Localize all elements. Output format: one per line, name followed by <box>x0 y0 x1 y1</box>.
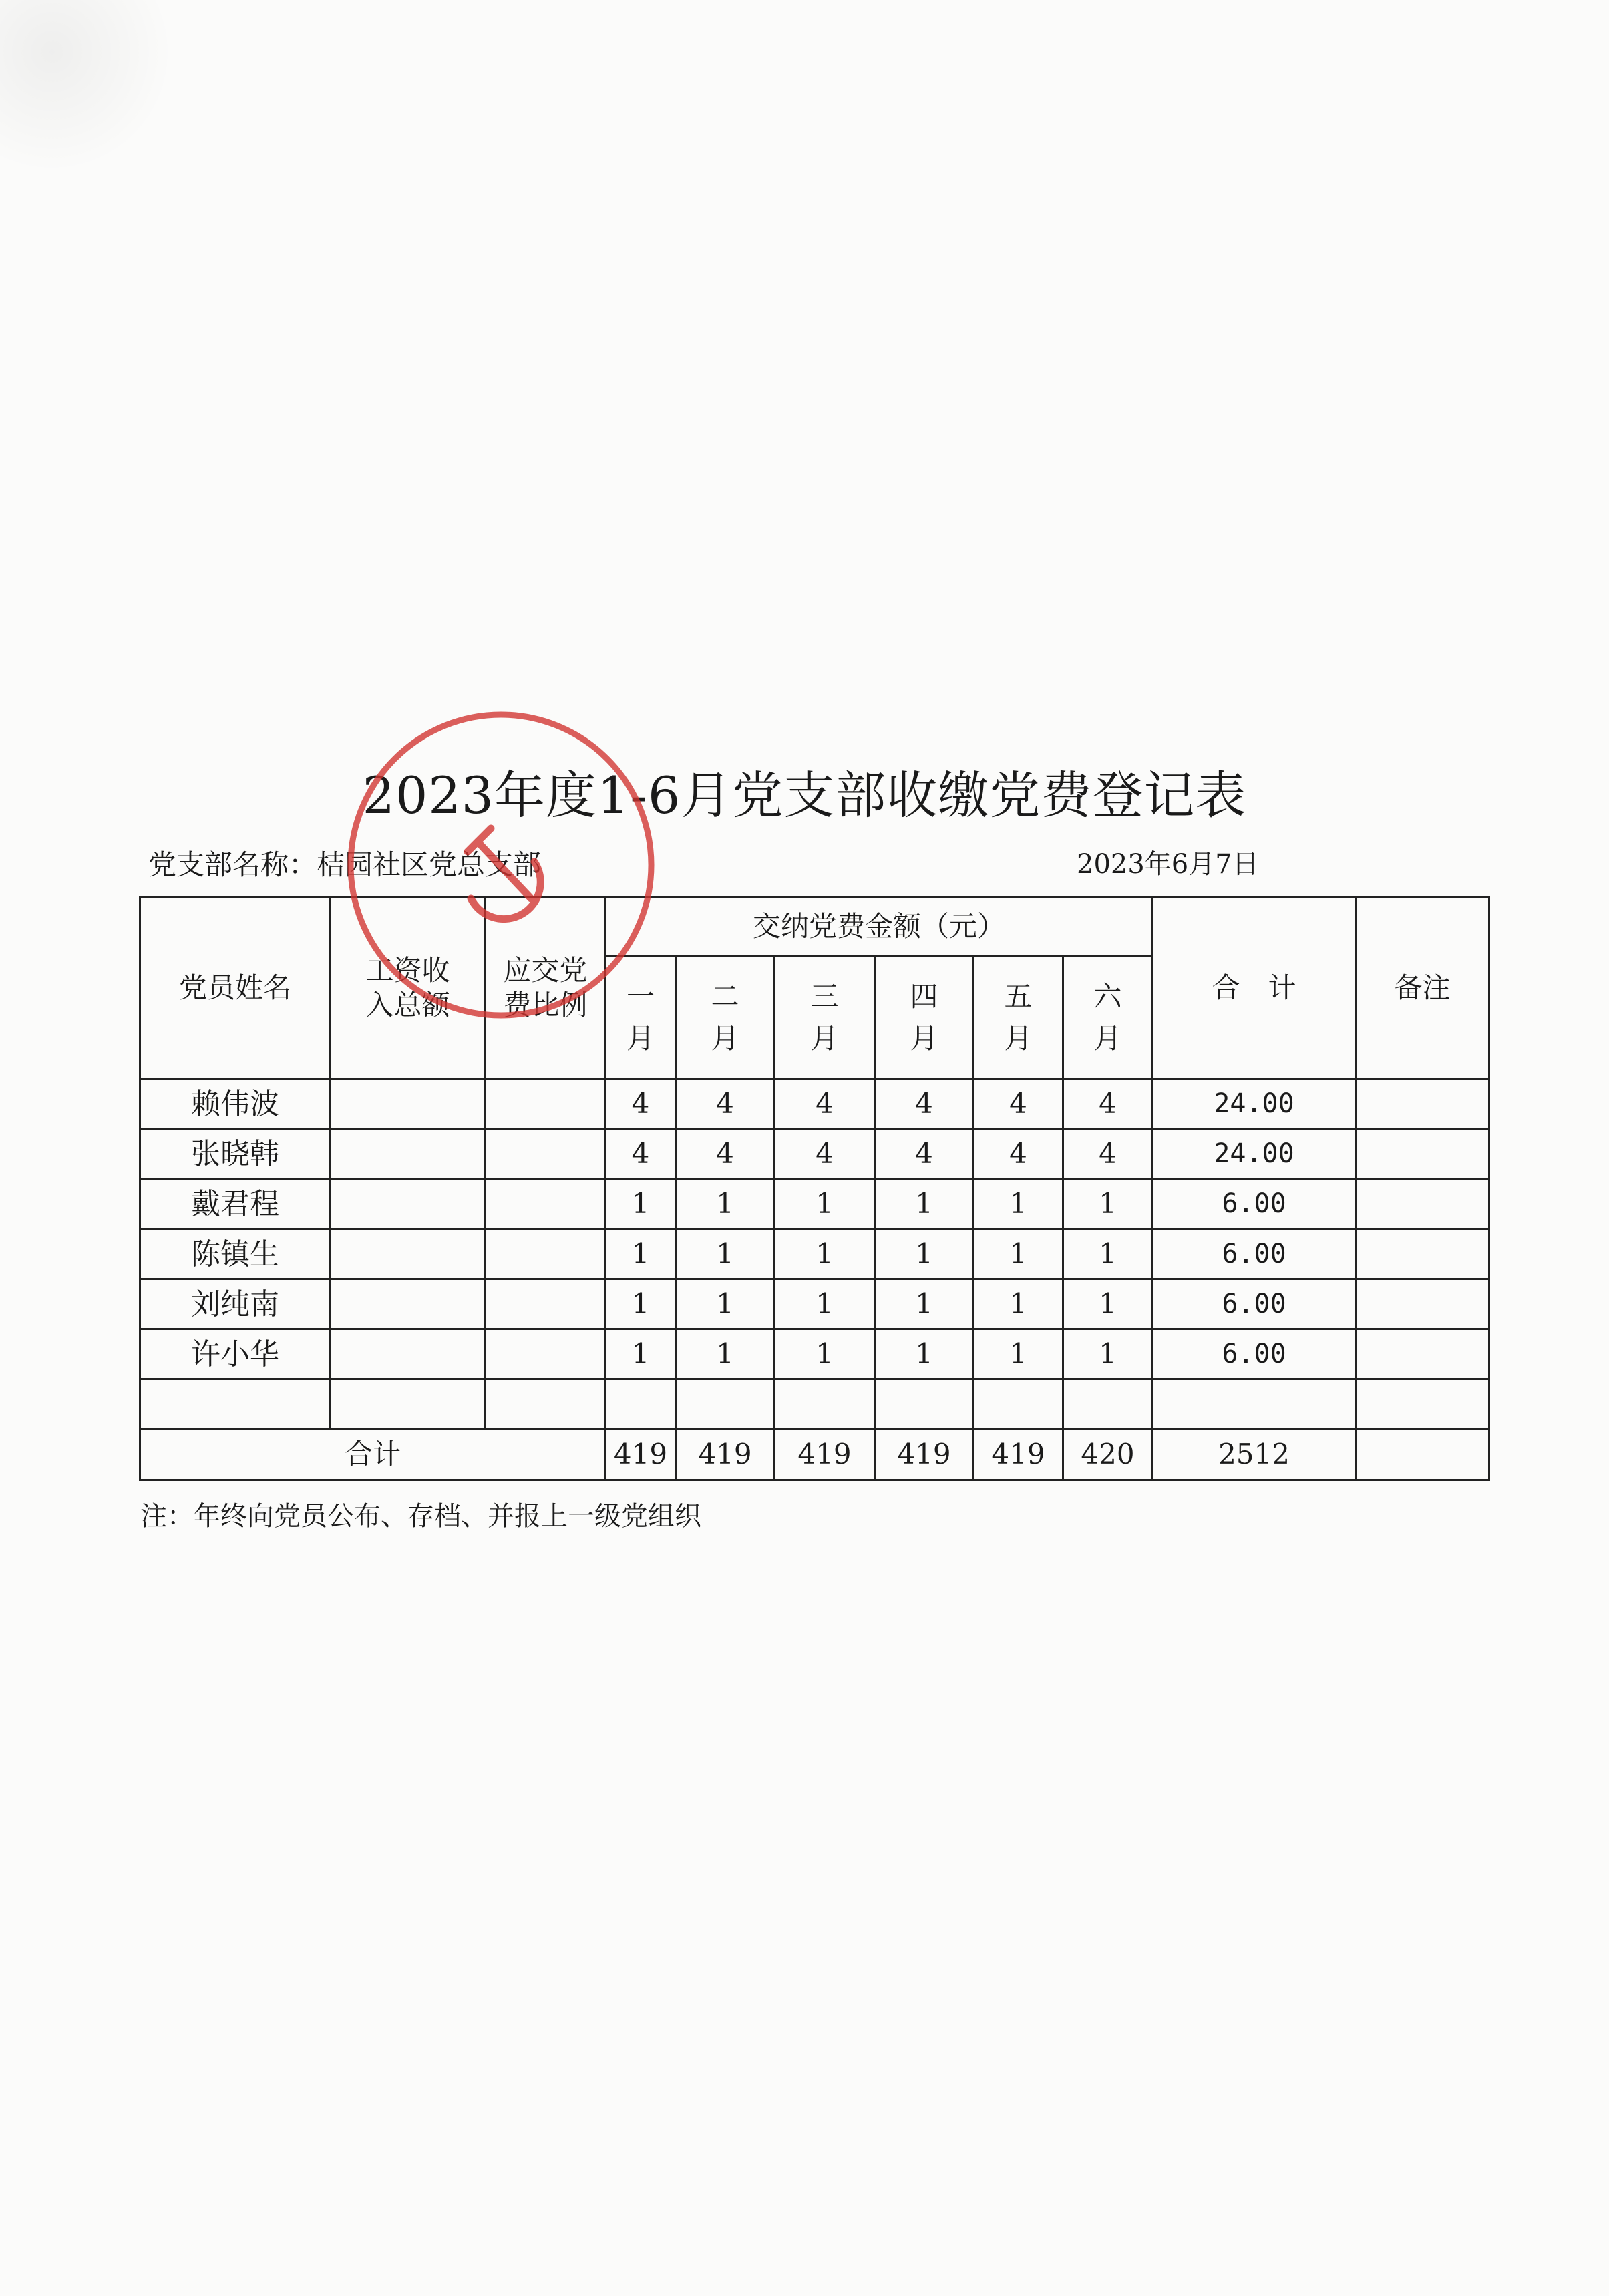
table-row-empty <box>140 1379 1489 1430</box>
income-cell <box>331 1379 486 1430</box>
table-row <box>140 1179 1489 1229</box>
document-date: 2023年6月7日 <box>1077 849 1259 880</box>
month-3-cell: 1 <box>775 1279 875 1329</box>
header-total: 合 计 <box>1153 898 1356 1079</box>
month-2-cell <box>676 1379 775 1430</box>
month-3-cell: 4 <box>775 1079 875 1129</box>
table-row <box>140 1229 1489 1279</box>
month-1-cell <box>606 1379 676 1430</box>
sum-month-5: 419 <box>974 1430 1063 1480</box>
month-1-cell: 4 <box>606 1129 676 1179</box>
member-name: 许小华 <box>140 1329 331 1379</box>
income-cell <box>331 1329 486 1379</box>
sum-month-1: 419 <box>606 1430 676 1480</box>
month-4-cell: 1 <box>875 1329 974 1379</box>
footnote: 注：年终向党员公布、存档、并报上一级党组织 <box>140 1501 701 1532</box>
income-cell <box>331 1229 486 1279</box>
ratio-cell <box>486 1179 606 1229</box>
table-row <box>140 1329 1489 1379</box>
member-name <box>140 1379 331 1430</box>
sum-total: 2512 <box>1153 1430 1356 1480</box>
ratio-cell <box>486 1229 606 1279</box>
member-name: 戴君程 <box>140 1179 331 1229</box>
document-title: 2023年度1-6月党支部收缴党费登记表 <box>362 766 1247 825</box>
header-name: 党员姓名 <box>140 898 331 1079</box>
sum-remark <box>1356 1430 1489 1480</box>
month-2-cell: 4 <box>676 1129 775 1179</box>
month-1-cell: 1 <box>606 1279 676 1329</box>
header-month-1: 一月 <box>606 957 676 1079</box>
header-month-2: 二月 <box>676 957 775 1079</box>
month-4-cell <box>875 1379 974 1430</box>
table-row <box>140 1279 1489 1329</box>
row-total-cell: 6.00 <box>1153 1229 1356 1279</box>
row-total-cell <box>1153 1379 1356 1430</box>
month-1-cell: 1 <box>606 1179 676 1229</box>
month-5-cell: 1 <box>974 1179 1063 1229</box>
month-2-cell: 1 <box>676 1179 775 1229</box>
month-1-cell: 1 <box>606 1229 676 1279</box>
sum-label: 合计 <box>140 1430 606 1480</box>
month-1-cell: 1 <box>606 1329 676 1379</box>
header-row-1 <box>140 898 1489 957</box>
month-6-cell <box>1063 1379 1153 1430</box>
header-month-3: 三月 <box>775 957 875 1079</box>
month-3-cell <box>775 1379 875 1430</box>
header-amount-group: 交纳党费金额（元） <box>606 898 1153 957</box>
sum-month-3: 419 <box>775 1430 875 1480</box>
month-2-cell: 1 <box>676 1329 775 1379</box>
income-cell <box>331 1129 486 1179</box>
month-3-cell: 1 <box>775 1229 875 1279</box>
ratio-cell <box>486 1279 606 1329</box>
month-5-cell: 4 <box>974 1129 1063 1179</box>
month-5-cell: 4 <box>974 1079 1063 1129</box>
month-4-cell: 4 <box>875 1079 974 1129</box>
month-3-cell: 1 <box>775 1329 875 1379</box>
month-3-cell: 1 <box>775 1179 875 1229</box>
month-6-cell: 4 <box>1063 1129 1153 1179</box>
row-total-cell: 6.00 <box>1153 1179 1356 1229</box>
member-name: 刘纯南 <box>140 1279 331 1329</box>
month-6-cell: 4 <box>1063 1079 1153 1129</box>
dues-table <box>139 896 1490 1481</box>
row-total-cell: 6.00 <box>1153 1279 1356 1329</box>
member-name: 陈镇生 <box>140 1229 331 1279</box>
branch-label: 党支部名称： <box>148 848 317 881</box>
header-month-6: 六月 <box>1063 957 1153 1079</box>
ratio-cell <box>486 1379 606 1430</box>
month-4-cell: 4 <box>875 1129 974 1179</box>
month-6-cell: 1 <box>1063 1279 1153 1329</box>
header-month-4: 四月 <box>875 957 974 1079</box>
header-income: 工资收入总额 <box>331 898 486 1079</box>
table-row <box>140 1129 1489 1179</box>
row-total-cell: 6.00 <box>1153 1329 1356 1379</box>
month-2-cell: 1 <box>676 1229 775 1279</box>
month-2-cell: 4 <box>676 1079 775 1129</box>
month-4-cell: 1 <box>875 1279 974 1329</box>
month-5-cell: 1 <box>974 1329 1063 1379</box>
branch-name: 桔园社区党总支部 <box>317 848 542 881</box>
month-6-cell: 1 <box>1063 1229 1153 1279</box>
remark-cell <box>1356 1179 1489 1229</box>
ratio-cell <box>486 1329 606 1379</box>
remark-cell <box>1356 1379 1489 1430</box>
month-2-cell: 1 <box>676 1279 775 1329</box>
ratio-cell <box>486 1129 606 1179</box>
row-total-cell: 24.00 <box>1153 1129 1356 1179</box>
header-remark: 备注 <box>1356 898 1489 1079</box>
month-5-cell: 1 <box>974 1279 1063 1329</box>
month-5-cell: 1 <box>974 1229 1063 1279</box>
income-cell <box>331 1079 486 1129</box>
income-cell <box>331 1179 486 1229</box>
remark-cell <box>1356 1279 1489 1329</box>
remark-cell <box>1356 1129 1489 1179</box>
member-name: 张晓韩 <box>140 1129 331 1179</box>
month-6-cell: 1 <box>1063 1179 1153 1229</box>
month-1-cell: 4 <box>606 1079 676 1129</box>
header-ratio: 应交党费比例 <box>486 898 606 1079</box>
sum-month-4: 419 <box>875 1430 974 1480</box>
table-row <box>140 1079 1489 1129</box>
month-4-cell: 1 <box>875 1179 974 1229</box>
month-3-cell: 4 <box>775 1129 875 1179</box>
sum-row <box>140 1430 1489 1480</box>
month-4-cell: 1 <box>875 1229 974 1279</box>
remark-cell <box>1356 1079 1489 1129</box>
sum-month-6: 420 <box>1063 1430 1153 1480</box>
scan-edge-shadow <box>0 0 174 174</box>
sum-month-2: 419 <box>676 1430 775 1480</box>
income-cell <box>331 1279 486 1329</box>
remark-cell <box>1356 1229 1489 1279</box>
month-5-cell <box>974 1379 1063 1430</box>
member-name: 赖伟波 <box>140 1079 331 1129</box>
remark-cell <box>1356 1329 1489 1379</box>
month-6-cell: 1 <box>1063 1329 1153 1379</box>
ratio-cell <box>486 1079 606 1129</box>
row-total-cell: 24.00 <box>1153 1079 1356 1129</box>
header-month-5: 五月 <box>974 957 1063 1079</box>
branch-line <box>148 843 541 883</box>
